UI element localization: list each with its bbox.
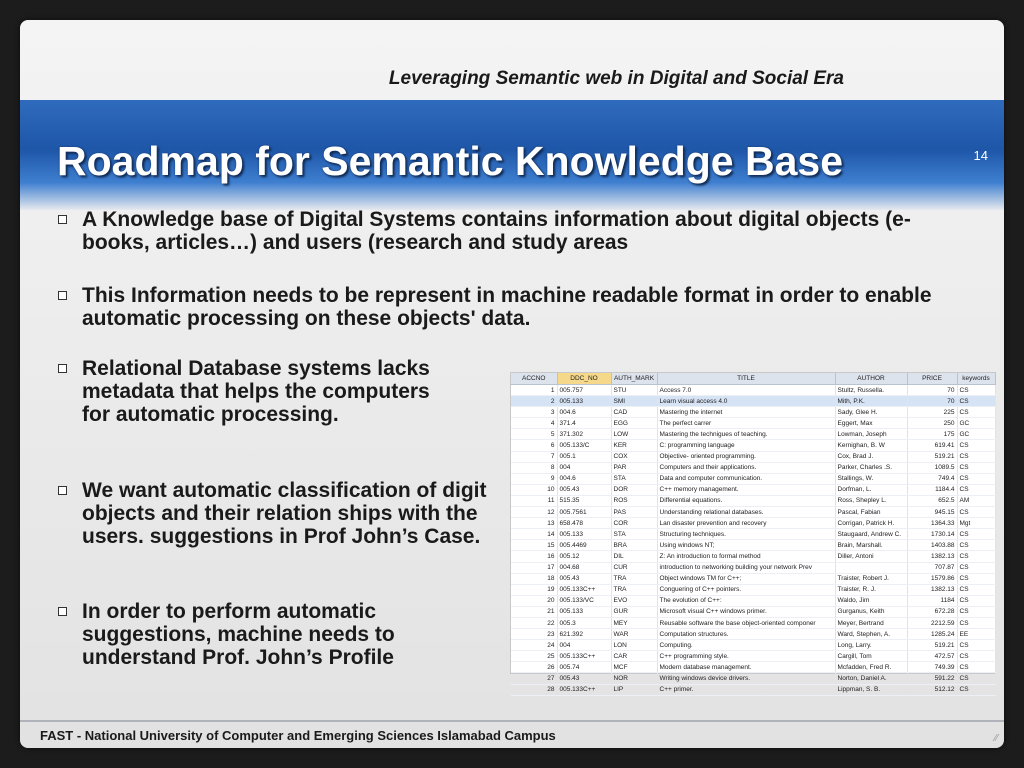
table-row xyxy=(511,418,995,429)
table-cell: EE xyxy=(957,629,995,640)
table-body xyxy=(511,385,995,696)
table-cell: CS xyxy=(957,540,995,551)
table-cell: Computers and their applications. xyxy=(657,462,835,473)
table-cell: TRA xyxy=(611,584,657,595)
table-cell: 004 xyxy=(557,640,611,651)
table-cell: CS xyxy=(957,473,995,484)
table-cell: Mastering the internet xyxy=(657,407,835,418)
table-cell: Lan disaster prevention and recovery xyxy=(657,518,835,529)
table-cell: 672.28 xyxy=(907,606,957,617)
column-header: DDC_NO xyxy=(557,373,611,385)
table-cell: 519.21 xyxy=(907,640,957,651)
table-cell: C: programming language xyxy=(657,440,835,451)
table-cell: CS xyxy=(957,396,995,407)
table-cell: Using windows NT; xyxy=(657,540,835,551)
table-cell: Sady, Glee H. xyxy=(835,407,907,418)
table-row xyxy=(511,651,995,662)
table-cell xyxy=(835,562,907,573)
table-cell: Cargill, Tom xyxy=(835,651,907,662)
table-cell: 621.392 xyxy=(557,629,611,640)
table-cell: The evolution of C++: xyxy=(657,595,835,606)
table-cell: 005.133/C xyxy=(557,440,611,451)
table-cell: 652.5 xyxy=(907,495,957,506)
slide-footer: FAST - National University of Computer and Emerging Sciences Islamabad Campus xyxy=(40,728,556,743)
table-cell: Gurganus, Keith xyxy=(835,606,907,617)
table-cell: 1364.33 xyxy=(907,518,957,529)
table-row xyxy=(511,562,995,573)
bullet-square-icon xyxy=(58,486,67,495)
table-cell: Brain, Marshall. xyxy=(835,540,907,551)
table-cell: Ross, Shepley L. xyxy=(835,495,907,506)
table-cell: EGG xyxy=(611,418,657,429)
table-cell: 005.43 xyxy=(557,484,611,495)
table-cell: Writing windows device drivers. xyxy=(657,673,835,684)
bullet-text: We want automatic classification of digit objects and their relation ships with the users. suggestions in Prof John’s Case. xyxy=(82,479,487,548)
table-cell: COR xyxy=(611,518,657,529)
table-cell: 005.4469 xyxy=(557,540,611,551)
table-cell: 591.22 xyxy=(907,673,957,684)
table-cell: 4 xyxy=(511,418,557,429)
table-cell: MCF xyxy=(611,662,657,673)
table-cell: GC xyxy=(957,429,995,440)
table-row xyxy=(511,429,995,440)
slide-number: 14 xyxy=(973,148,988,163)
table-cell: 13 xyxy=(511,518,557,529)
table-cell: MEY xyxy=(611,617,657,628)
table-cell: 1 xyxy=(511,385,557,396)
table-row xyxy=(511,473,995,484)
table-cell: COX xyxy=(611,451,657,462)
table-cell: 1579.86 xyxy=(907,573,957,584)
table-cell: 27 xyxy=(511,673,557,684)
slide xyxy=(20,20,1004,748)
table-row xyxy=(511,684,995,695)
table-cell: 1382.13 xyxy=(907,551,957,562)
table-cell: 005.7561 xyxy=(557,507,611,518)
table-cell: Eggert, Max xyxy=(835,418,907,429)
table-cell: 515.35 xyxy=(557,495,611,506)
table-cell: LOW xyxy=(611,429,657,440)
table-row xyxy=(511,407,995,418)
table-cell: 1403.88 xyxy=(907,540,957,551)
bullet-text: A Knowledge base of Digital Systems contains information about digital objects (e-books, articles…) and users (research and study areas xyxy=(82,208,911,254)
table-cell: 10 xyxy=(511,484,557,495)
table-cell: Differential equations. xyxy=(657,495,835,506)
table-cell: 1184 xyxy=(907,595,957,606)
table-cell: 005.133/VC xyxy=(557,595,611,606)
table-cell: Staugaard, Andrew C. xyxy=(835,529,907,540)
bullet-text: This Information needs to be represent in machine readable format in order to enable automatic processing on these objects' data. xyxy=(82,284,932,330)
column-header: AUTHOR xyxy=(835,373,907,385)
table-cell: 1089.5 xyxy=(907,462,957,473)
table-cell: Norton, Daniel A. xyxy=(835,673,907,684)
table-cell: CS xyxy=(957,407,995,418)
table-cell: 11 xyxy=(511,495,557,506)
column-header: ACCNO xyxy=(511,373,557,385)
table-cell: KER xyxy=(611,440,657,451)
table-cell: SMI xyxy=(611,396,657,407)
table-cell: 512.12 xyxy=(907,684,957,695)
table-cell: CUR xyxy=(611,562,657,573)
bullet-square-icon xyxy=(58,364,67,373)
table-cell: Lowman, Joseph xyxy=(835,429,907,440)
table-cell: Z: An introduction to formal method xyxy=(657,551,835,562)
table-cell: C++ memory management. xyxy=(657,484,835,495)
table-cell: Stallings, W. xyxy=(835,473,907,484)
table-cell: 472.57 xyxy=(907,651,957,662)
table-row xyxy=(511,396,995,407)
table-cell: Reusable software the base object-oriented componer xyxy=(657,617,835,628)
table-cell: 5 xyxy=(511,429,557,440)
table-cell: AM xyxy=(957,495,995,506)
table-cell: CS xyxy=(957,662,995,673)
footer-divider xyxy=(20,720,1004,722)
table-cell: 005.133 xyxy=(557,529,611,540)
table-cell: 225 xyxy=(907,407,957,418)
table-cell: 9 xyxy=(511,473,557,484)
table-header-row xyxy=(511,373,995,385)
table-cell: 23 xyxy=(511,629,557,640)
table-cell: C++ programming style. xyxy=(657,651,835,662)
table-cell: 371.302 xyxy=(557,429,611,440)
bullet-3 xyxy=(58,357,448,426)
table-cell: 21 xyxy=(511,606,557,617)
table-cell: 1285.24 xyxy=(907,629,957,640)
table-cell: GC xyxy=(957,418,995,429)
bullet-square-icon xyxy=(58,291,67,300)
table-cell: Modern database management. xyxy=(657,662,835,673)
bullet-text: Relational Database systems lacks metadata that helps the computers for automatic processing. xyxy=(82,357,430,426)
table-cell: 1730.14 xyxy=(907,529,957,540)
table-cell: 005.133C++ xyxy=(557,584,611,595)
table-cell: Traister, Robert J. xyxy=(835,573,907,584)
table-row xyxy=(511,507,995,518)
bullet-5 xyxy=(58,600,478,669)
column-header: AUTH_MARK xyxy=(611,373,657,385)
table-cell: 004.6 xyxy=(557,407,611,418)
table-cell: 005.3 xyxy=(557,617,611,628)
table-cell: 7 xyxy=(511,451,557,462)
table-cell: CS xyxy=(957,484,995,495)
table-cell: 658.478 xyxy=(557,518,611,529)
table-row xyxy=(511,606,995,617)
table-cell: Pascal, Fabian xyxy=(835,507,907,518)
table-cell: TRA xyxy=(611,573,657,584)
table-cell: Structuring techniques. xyxy=(657,529,835,540)
table-row xyxy=(511,540,995,551)
table-row xyxy=(511,640,995,651)
bullet-square-icon xyxy=(58,607,67,616)
table-cell: The perfect carrer xyxy=(657,418,835,429)
table-cell: C++ primer. xyxy=(657,684,835,695)
table-cell: CAD xyxy=(611,407,657,418)
slide-title: Roadmap for Semantic Knowledge Base xyxy=(57,138,844,184)
bullet-1 xyxy=(58,208,958,254)
table-cell: WAR xyxy=(611,629,657,640)
table-cell: DIL xyxy=(611,551,657,562)
table-cell: 6 xyxy=(511,440,557,451)
table-cell: 619.41 xyxy=(907,440,957,451)
slide-subtitle: Leveraging Semantic web in Digital and Social Era xyxy=(388,68,844,89)
table-cell: CS xyxy=(957,640,995,651)
table-cell: 004.68 xyxy=(557,562,611,573)
column-header: PRICE xyxy=(907,373,957,385)
table-cell: PAS xyxy=(611,507,657,518)
table-cell: ROS xyxy=(611,495,657,506)
table-cell: CS xyxy=(957,684,995,695)
table-cell: 70 xyxy=(907,396,957,407)
table-cell: Corrigan, Patrick H. xyxy=(835,518,907,529)
table-cell: PAR xyxy=(611,462,657,473)
table-cell: 20 xyxy=(511,595,557,606)
table-cell: NOR xyxy=(611,673,657,684)
table-cell: Diller, Antoni xyxy=(835,551,907,562)
table-cell: BRA xyxy=(611,540,657,551)
table-cell: 005.133C++ xyxy=(557,684,611,695)
table-cell: 005.133C++ xyxy=(557,651,611,662)
bullet-2 xyxy=(58,284,978,330)
table-cell: CS xyxy=(957,551,995,562)
table-cell: CAR xyxy=(611,651,657,662)
table-cell: 005.133 xyxy=(557,396,611,407)
table-cell: 25 xyxy=(511,651,557,662)
bullet-square-icon xyxy=(58,215,67,224)
bullet-4 xyxy=(58,479,508,548)
table-cell: Lippman, S. B. xyxy=(835,684,907,695)
table-row xyxy=(511,595,995,606)
table-cell: LIP xyxy=(611,684,657,695)
table-cell: CS xyxy=(957,584,995,595)
database-table-screenshot xyxy=(510,372,996,694)
table-cell: 005.74 xyxy=(557,662,611,673)
table-cell: Kernighan, B. W xyxy=(835,440,907,451)
table-row xyxy=(511,440,995,451)
table-cell: CS xyxy=(957,573,995,584)
table-row xyxy=(511,529,995,540)
table-cell: Object windows TM for C++; xyxy=(657,573,835,584)
table-cell: 707.87 xyxy=(907,562,957,573)
table-cell: STA xyxy=(611,529,657,540)
table-cell: 175 xyxy=(907,429,957,440)
table-cell: 749.39 xyxy=(907,662,957,673)
table-cell: CS xyxy=(957,617,995,628)
table-cell: 005.1 xyxy=(557,451,611,462)
table-cell: 005.133 xyxy=(557,606,611,617)
column-header: keywords xyxy=(957,373,995,385)
table-cell: 16 xyxy=(511,551,557,562)
table-cell: Mith, P.K. xyxy=(835,396,907,407)
table-row xyxy=(511,662,995,673)
column-header: TITLE xyxy=(657,373,835,385)
table-cell: Waldo, Jim xyxy=(835,595,907,606)
table-cell: CS xyxy=(957,385,995,396)
table-cell: 371.4 xyxy=(557,418,611,429)
table-cell: STA xyxy=(611,473,657,484)
table-cell: Mgt xyxy=(957,518,995,529)
table-row xyxy=(511,551,995,562)
table-cell: 1382.13 xyxy=(907,584,957,595)
table-cell: Data and computer communication. xyxy=(657,473,835,484)
table-cell: Understanding relational databases. xyxy=(657,507,835,518)
table-cell: STU xyxy=(611,385,657,396)
table-row xyxy=(511,484,995,495)
table-row xyxy=(511,673,995,684)
table-cell: 24 xyxy=(511,640,557,651)
table-cell: Computing. xyxy=(657,640,835,651)
bullet-text: In order to perform automatic suggestions, machine needs to understand Prof. John’s Profile xyxy=(82,600,395,669)
table-cell: Mastering the technigues of teaching. xyxy=(657,429,835,440)
table-cell: CS xyxy=(957,507,995,518)
table-cell: 3 xyxy=(511,407,557,418)
table-cell: 19 xyxy=(511,584,557,595)
table-cell: 70 xyxy=(907,385,957,396)
table-cell: 519.21 xyxy=(907,451,957,462)
table-cell: GUR xyxy=(611,606,657,617)
resize-grip-icon: ⁄⁄ xyxy=(994,733,998,744)
table-cell: CS xyxy=(957,451,995,462)
table-cell: 005.43 xyxy=(557,573,611,584)
table-cell: 004.6 xyxy=(557,473,611,484)
table-row xyxy=(511,617,995,628)
table-row xyxy=(511,629,995,640)
table-cell: Parker, Charles .S. xyxy=(835,462,907,473)
table-cell: Computation structures. xyxy=(657,629,835,640)
table-row xyxy=(511,573,995,584)
table-cell: 945.15 xyxy=(907,507,957,518)
table-cell: 28 xyxy=(511,684,557,695)
table-cell: 005.757 xyxy=(557,385,611,396)
table-cell: Microsoft visual C++ windows primer. xyxy=(657,606,835,617)
table-row xyxy=(511,462,995,473)
table-cell: Objective- oriented programming. xyxy=(657,451,835,462)
table-cell: Long, Larry. xyxy=(835,640,907,651)
table-cell: CS xyxy=(957,440,995,451)
table-cell: 8 xyxy=(511,462,557,473)
table-cell: Learn visual access 4.0 xyxy=(657,396,835,407)
table-cell: 15 xyxy=(511,540,557,551)
table-cell: CS xyxy=(957,595,995,606)
table-cell: EVO xyxy=(611,595,657,606)
table-cell: CS xyxy=(957,606,995,617)
table-cell: Cox, Brad J. xyxy=(835,451,907,462)
table-cell: 12 xyxy=(511,507,557,518)
table-cell: DOR xyxy=(611,484,657,495)
table-cell: 18 xyxy=(511,573,557,584)
table-row xyxy=(511,451,995,462)
table-cell: CS xyxy=(957,651,995,662)
table-row xyxy=(511,518,995,529)
table-cell: Dorfman, L. xyxy=(835,484,907,495)
table-cell: 2 xyxy=(511,396,557,407)
table-cell: LON xyxy=(611,640,657,651)
table-cell: introduction to networking building your network Prev xyxy=(657,562,835,573)
table-row xyxy=(511,385,995,396)
table-cell: 250 xyxy=(907,418,957,429)
table-cell: Access 7.0 xyxy=(657,385,835,396)
table-cell: CS xyxy=(957,562,995,573)
table-cell: 22 xyxy=(511,617,557,628)
table-cell: Traister, R. J. xyxy=(835,584,907,595)
table-cell: 26 xyxy=(511,662,557,673)
table-cell: 749.4 xyxy=(907,473,957,484)
table-cell: 005.43 xyxy=(557,673,611,684)
table-cell: 17 xyxy=(511,562,557,573)
table-cell: 1184.4 xyxy=(907,484,957,495)
table-row xyxy=(511,495,995,506)
table-cell: Ward, Stephen, A. xyxy=(835,629,907,640)
table-row xyxy=(511,584,995,595)
table-cell: CS xyxy=(957,529,995,540)
table-cell: Meyer, Bertrand xyxy=(835,617,907,628)
table-cell: CS xyxy=(957,673,995,684)
table-cell: Stultz, Russella. xyxy=(835,385,907,396)
table-cell: Mcfadden, Fred R. xyxy=(835,662,907,673)
table-cell: 005.12 xyxy=(557,551,611,562)
table-cell: 2212.59 xyxy=(907,617,957,628)
table-cell: CS xyxy=(957,462,995,473)
table-cell: 14 xyxy=(511,529,557,540)
table-cell: 004 xyxy=(557,462,611,473)
table-cell: Conguering of C++ pointers. xyxy=(657,584,835,595)
